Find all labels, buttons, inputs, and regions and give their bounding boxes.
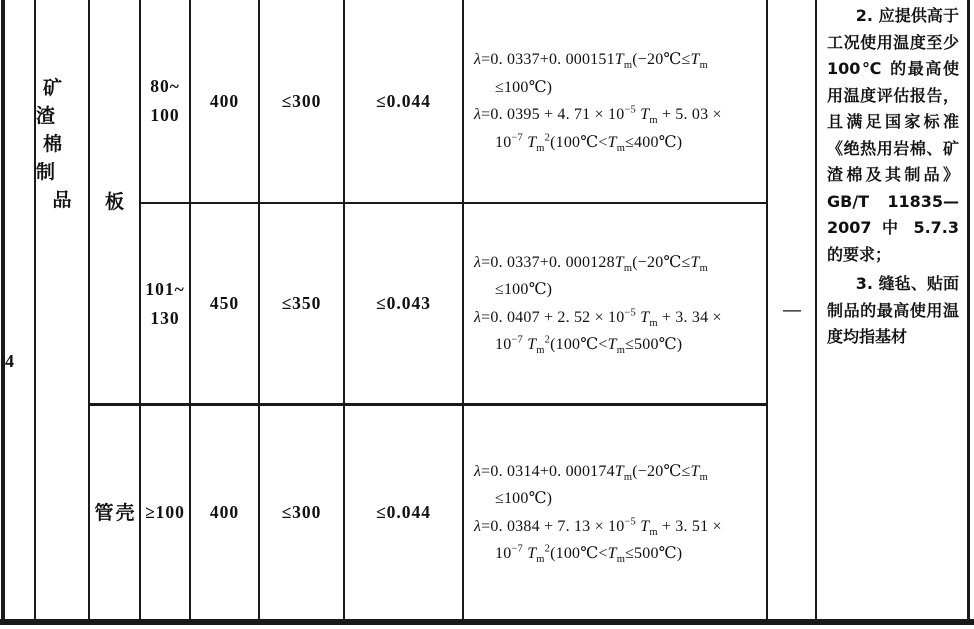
grid-line [0, 619, 974, 625]
lambda-limit-value: ≤0.044 [376, 502, 431, 522]
formula-line: λ=0. 0337+0. $000128T_m(-20℃\le T_m$ [474, 253, 708, 274]
cell-line: 矿渣 [36, 77, 70, 127]
density-cell [141, 204, 189, 403]
formula-line: ≤100℃) [495, 78, 553, 96]
formula-line: $10^{-7}$ $T_m^2(100℃<T_m\le 500℃)$ [495, 543, 683, 566]
conductivity-formula-cell [464, 0, 766, 202]
product-form-board-label: 板 [104, 190, 131, 213]
max-temp-value: 400 [209, 90, 240, 111]
lambda-limit-cell [345, 0, 462, 202]
lambda-limit-cell [345, 204, 462, 403]
cell-line: 130 [150, 307, 180, 328]
dash-placeholder: — [783, 299, 801, 319]
density-cell [141, 0, 189, 202]
max-temp-value: 400 [209, 502, 240, 522]
max-temp-cell [191, 406, 258, 619]
formula-line: λ=0. 0314+0. $000174T_m(-20℃\le T_m$ [474, 462, 708, 483]
recommended-temp-value: ≤300 [281, 502, 322, 522]
conductivity-formula-cell [464, 204, 766, 403]
grid-line [766, 0, 768, 622]
formula-line: λ=0. 0407 + 2. $52 \times 10^{-5}$ $T_m + 3$. 34 × [474, 307, 722, 329]
cell-line: 80~ [150, 76, 180, 96]
conductivity-formula-cell [464, 406, 766, 619]
recommended-temp-cell [260, 0, 343, 202]
formula-line: ≤100℃) [495, 490, 553, 507]
row-number-cell [5, 0, 34, 619]
row-number: 4 [5, 350, 15, 371]
lambda-limit-value: ≤0.044 [376, 90, 431, 111]
recommended-temp-value: ≤300 [281, 90, 322, 111]
lambda-limit-value: ≤0.043 [376, 293, 431, 313]
product-form-pipe-label: 管壳 [94, 501, 137, 524]
notes-cell [817, 0, 967, 619]
product-form-pipe-cell [90, 406, 139, 619]
cell-line: 品 [52, 189, 79, 211]
formula-line: λ=0. 0395 + 4. $71 \times 10^{-5}$ $T_m + 5$. 03 × [474, 104, 722, 127]
note-paragraph: 3. 缝毡、贴面制品的最高使用温度均指基材 [827, 274, 959, 346]
cell-line: 棉制 [36, 133, 70, 183]
material-name-cell [36, 0, 88, 619]
recommended-temp-cell [260, 204, 343, 403]
recommended-temp-value: ≤350 [281, 293, 322, 313]
lambda-limit-cell [345, 406, 462, 619]
max-temp-cell [191, 204, 258, 403]
grid-line [967, 0, 970, 622]
max-temp-cell [191, 0, 258, 202]
formula-line: λ=0. 0384 + 7. $13 \times 10^{-5}$ $T_m + 3$. 51 × [474, 516, 722, 538]
cell-line: ≥100 [145, 502, 185, 522]
formula-line: $10^{-7}$ $T_m^2(100℃<T_m\le 400℃)$ [495, 132, 683, 154]
empty-value-cell [769, 0, 815, 619]
formula-line: ≤100℃) [495, 281, 553, 298]
cell-line: 101~ [145, 278, 185, 299]
formula-line: λ=0. 0337+0. $000151T_m(-20℃\le T_m$ [474, 51, 708, 72]
max-temp-value: 450 [209, 293, 240, 313]
note-paragraph: 2. 应提供高于工况使用温度至少 100℃ 的最高使用温度评估报告，且满足国家标准《绝热用岩棉、矿渣棉及其制品》GB/T 11835—2007 中 5.7.3 的要求； [827, 6, 959, 264]
formula-line: $10^{-7}$ $T_m^2(100℃<T_m\le 500℃)$ [495, 334, 683, 357]
recommended-temp-cell [260, 406, 343, 619]
cell-line: 100 [150, 105, 180, 125]
product-form-board-cell [90, 0, 139, 403]
density-cell [141, 406, 189, 619]
